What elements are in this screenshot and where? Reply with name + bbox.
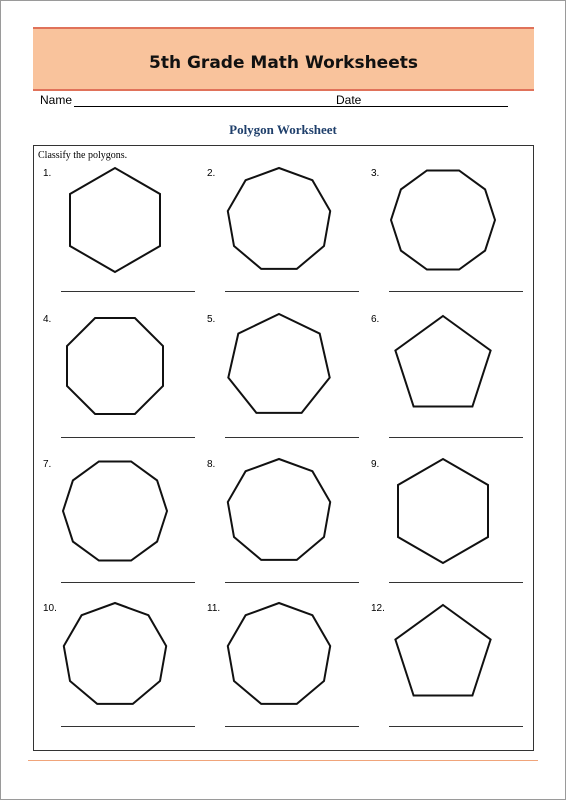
polygon-outline xyxy=(395,605,490,696)
nonagon-shape xyxy=(224,451,334,569)
heptagon-shape xyxy=(224,306,334,424)
decagon-shape xyxy=(388,160,498,278)
problem-item xyxy=(34,437,198,583)
answer-line[interactable] xyxy=(389,726,523,727)
problem-number: 5. xyxy=(207,314,216,325)
polygon-outline xyxy=(228,603,330,704)
problem-item xyxy=(362,437,526,583)
problem-number: 12. xyxy=(371,603,385,614)
problem-number: 2. xyxy=(207,168,216,179)
hexagon-shape xyxy=(388,451,498,569)
problem-number: 10. xyxy=(43,603,57,614)
polygon-outline xyxy=(391,171,495,270)
problem-number: 3. xyxy=(371,168,380,179)
date-field[interactable] xyxy=(363,106,508,107)
problem-item xyxy=(34,292,198,438)
problem-item xyxy=(198,292,362,438)
nonagon-shape xyxy=(224,160,334,278)
polygon-outline xyxy=(64,603,166,704)
problem-number: 7. xyxy=(43,459,52,470)
name-date-row xyxy=(40,93,510,111)
decagon-shape xyxy=(60,451,170,569)
header-band xyxy=(33,27,534,91)
polygon-outline xyxy=(228,314,329,413)
problem-number: 1. xyxy=(43,168,52,179)
problem-number: 4. xyxy=(43,314,52,325)
problem-item xyxy=(34,581,198,727)
nonagon-shape xyxy=(224,595,334,713)
polygon-outline xyxy=(67,318,163,414)
worksheet-title: 5th Grade Math Worksheets xyxy=(149,53,418,73)
pentagon-shape xyxy=(388,595,498,713)
footer-rule xyxy=(28,760,538,761)
polygon-outline xyxy=(398,459,488,563)
hexagon-shape xyxy=(60,160,170,278)
problem-item xyxy=(198,146,362,292)
problem-item xyxy=(362,581,526,727)
polygon-outline xyxy=(228,168,330,269)
problem-number: 9. xyxy=(371,459,380,470)
answer-line[interactable] xyxy=(61,726,195,727)
problems-box xyxy=(33,145,534,751)
pentagon-shape xyxy=(388,306,498,424)
problem-number: 6. xyxy=(371,314,380,325)
polygon-outline xyxy=(228,459,330,560)
instructions: Classify the polygons. xyxy=(38,150,128,161)
polygon-outline xyxy=(63,462,167,561)
answer-line[interactable] xyxy=(225,726,359,727)
octagon-shape xyxy=(60,306,170,424)
problem-item xyxy=(198,437,362,583)
nonagon-shape xyxy=(60,595,170,713)
problem-item xyxy=(362,292,526,438)
date-label: Date xyxy=(336,93,362,107)
problem-number: 8. xyxy=(207,459,216,470)
polygon-outline xyxy=(70,168,160,272)
name-field[interactable] xyxy=(74,106,376,107)
worksheet-subtitle: Polygon Worksheet xyxy=(229,122,337,137)
polygon-outline xyxy=(395,316,490,407)
problem-item xyxy=(362,146,526,292)
name-label: Name xyxy=(40,93,73,107)
problem-item xyxy=(198,581,362,727)
problem-item xyxy=(34,146,198,292)
problem-number: 11. xyxy=(207,603,221,614)
